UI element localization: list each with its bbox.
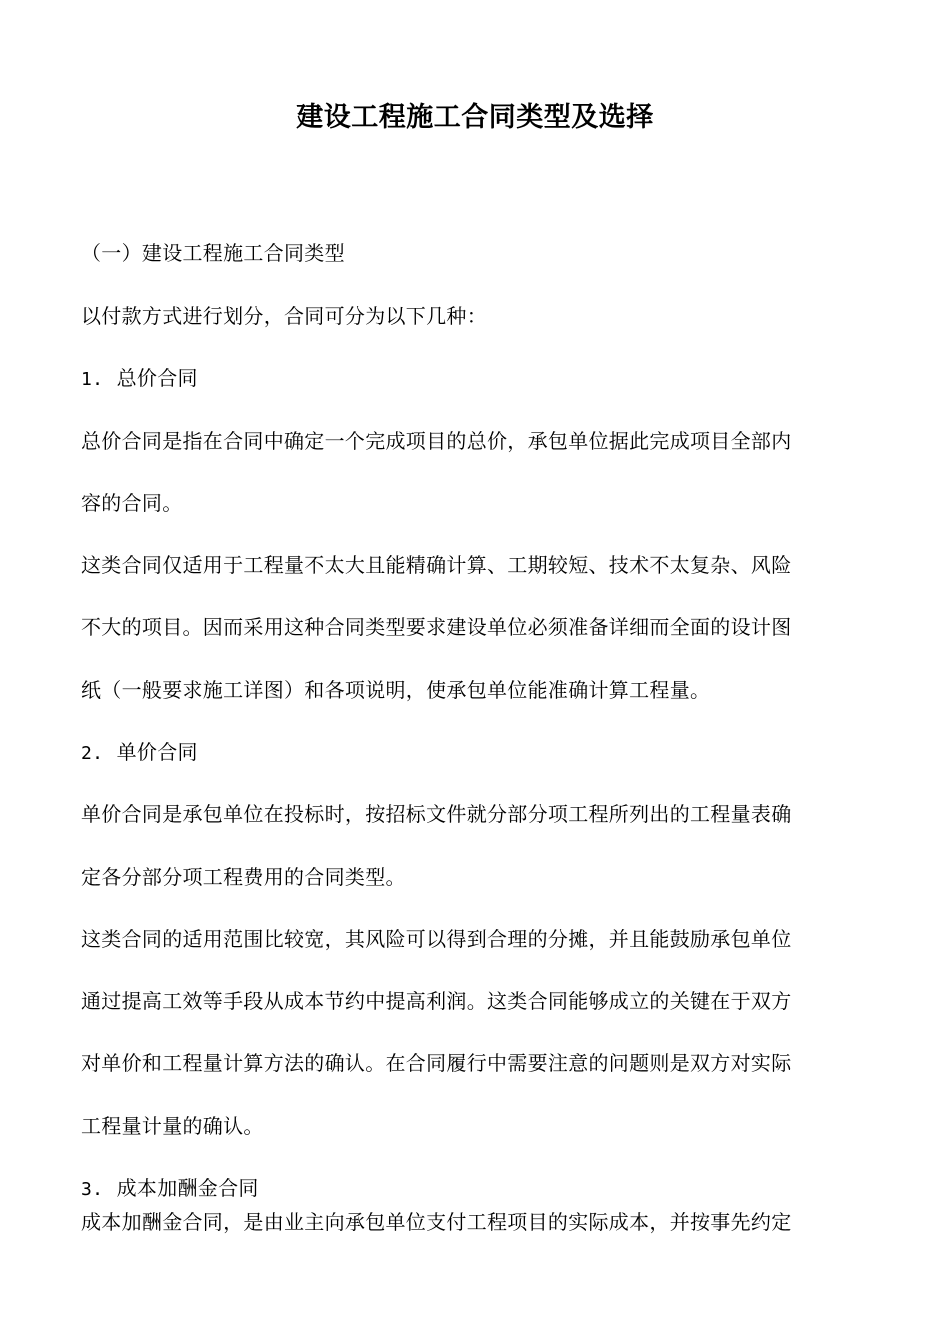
item-2-line-2: 定各分部分项工程费用的合同类型。	[81, 865, 406, 889]
item-3-heading: 成本加酬金合同	[116, 1176, 259, 1200]
item-3-line-1: 成本加酬金合同，是由业主向承包单位支付工程项目的实际成本，并按事先约定	[81, 1210, 792, 1234]
item-1-number: 1.	[81, 369, 104, 390]
item-1-line-3: 这类合同仅适用于工程量不太大且能精确计算、工期较短、技术不太复杂、风险	[81, 553, 792, 577]
item-2-number: 2.	[81, 743, 104, 764]
section-heading: （一）建设工程施工合同类型	[81, 241, 345, 265]
item-2-line-1: 单价合同是承包单位在投标时，按招标文件就分部分项工程所列出的工程量表确	[81, 802, 792, 826]
item-1-line-1: 总价合同是指在合同中确定一个完成项目的总价，承包单位据此完成项目全部内	[81, 429, 792, 453]
item-2-line-3: 这类合同的适用范围比较宽，其风险可以得到合理的分摊，并且能鼓励承包单位	[81, 927, 792, 951]
item-3-heading-row	[81, 1174, 881, 1204]
item-1-line-2: 容的合同。	[81, 491, 183, 515]
item-1-line-4: 不大的项目。因而采用这种合同类型要求建设单位必须准备详细而全面的设计图	[81, 615, 792, 639]
item-1-heading-row	[81, 364, 881, 394]
intro-paragraph: 以付款方式进行划分，合同可分为以下几种：	[81, 304, 487, 328]
document-title: 建设工程施工合同类型及选择	[296, 102, 654, 133]
item-2-line-6: 工程量计量的确认。	[81, 1114, 264, 1138]
item-3-number: 3.	[81, 1179, 104, 1200]
item-2-heading-row	[81, 738, 881, 768]
item-2-line-5: 对单价和工程量计算方法的确认。在合同履行中需要注意的问题则是双方对实际	[81, 1051, 792, 1075]
item-2-line-4: 通过提高工效等手段从成本节约中提高利润。这类合同能够成立的关键在于双方	[81, 989, 792, 1013]
item-1-heading: 总价合同	[116, 366, 198, 390]
item-2-heading: 单价合同	[116, 740, 198, 764]
item-1-line-5: 纸（一般要求施工详图）和各项说明，使承包单位能准确计算工程量。	[81, 678, 711, 702]
